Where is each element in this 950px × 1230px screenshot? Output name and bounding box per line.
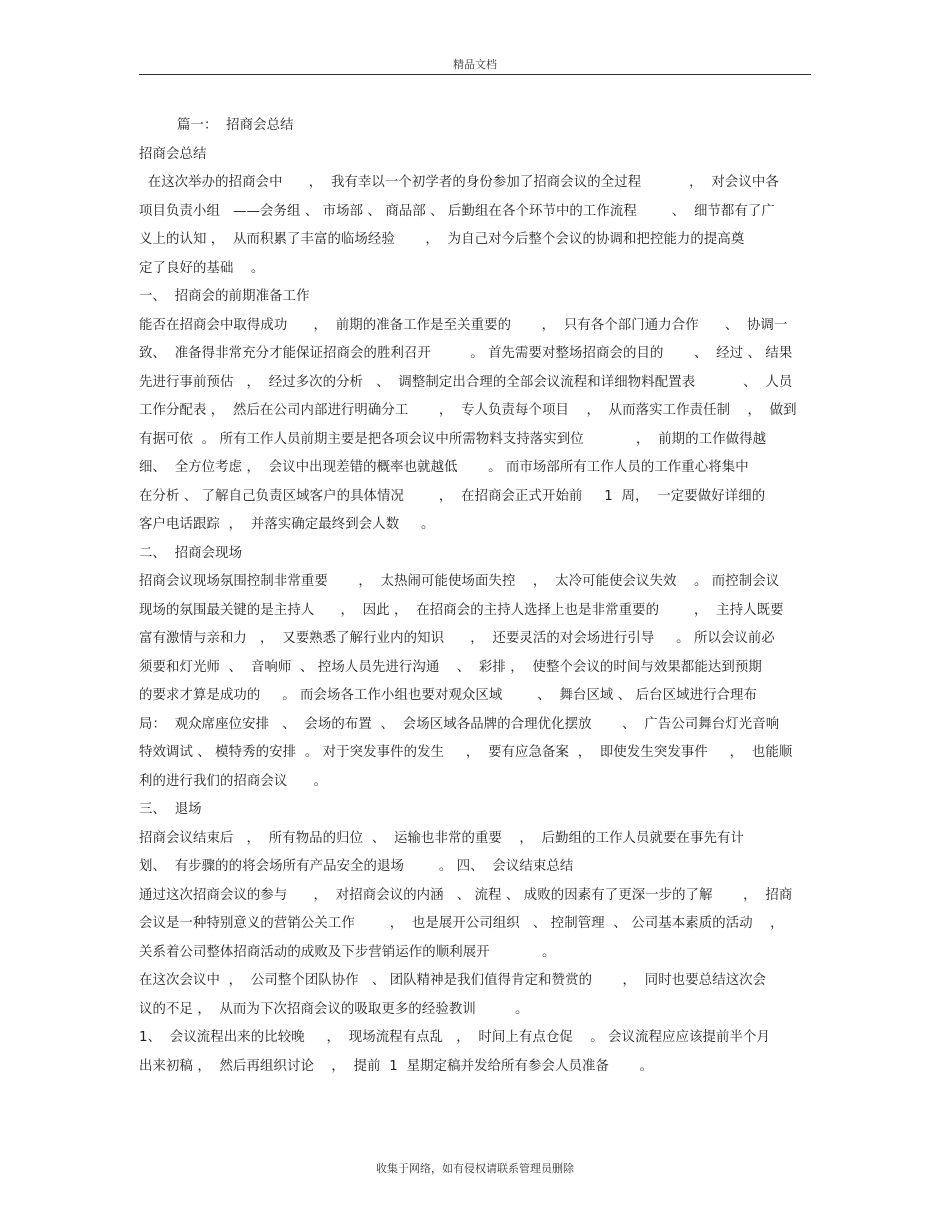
body-line: 关系着公司整体招商活动的成败及下步营销运作的顺利展开 。: [139, 944, 556, 960]
body-line: 的要求才算是成功的 。 而会场各工作小组也要对观众区域 、 舞台区域 、 后台区域进行合理布: [139, 688, 758, 703]
body-line: 富有激情与亲和力 ， 又要熟悉了解行业内的知识 ， 还要灵活的对会场进行引导 。 所以会议前必: [139, 631, 775, 646]
body-line: 致、 准备得非常充分才能保证招商会的胜利召开 。 首先需要对整场招商会的目的 、 经过 、 结果: [139, 346, 793, 361]
body-line: 特效调试 、 模特秀的安排 。 对于突发事件的发生 ， 要有应急备案 ， 即使发生突发事件 ， 也能顺: [139, 745, 793, 760]
body-line: 定了良好的基础 。: [139, 260, 265, 276]
subtitle: 招商会总结: [139, 146, 207, 162]
body-line: 在这次会议中 ， 公司整个团队协作 、 团队精神是我们值得肯定和赞赏的 ， 同时也要总结这次会: [139, 973, 767, 988]
body-line: 须要和灯光师 、 音响师 、 控场人员先进行沟通 、 彩排 ， 使整个会议的时间与效果都能达到预期: [139, 659, 762, 675]
body-line: 招商会议现场氛围控制非常重要 ， 太热闹可能使场面失控 ， 太冷可能使会议失效 。 而控制会议: [139, 574, 780, 589]
body-line: 工作分配表 ， 然后在公司内部进行明确分工 ， 专人负责每个项目 ， 从而落实工作责任制 ， 做到: [139, 403, 797, 418]
body-line: 现场的氛围最关键的是主持人 ， 因此 ， 在招商会的主持人选择上也是非常重要的 ， 主持人既要: [139, 602, 784, 618]
header-divider: [139, 74, 811, 75]
document-body: [139, 112, 811, 1081]
section-heading: 二、 招商会现场: [139, 545, 243, 561]
body-line: 会议是一种特别意义的营销公关工作 ， 也是展开公司组织 、 控制管理 、 公司基本素质的活动 ，: [139, 916, 784, 931]
body-line: 划、 有步骤的的将会场所有产品安全的退场 。 四、 会议结束总结: [139, 859, 574, 874]
body-line: 在这次举办的招商会中 ， 我有幸以一个初学者的身份参加了招商会议的全过程 ， 对会议中各: [139, 175, 779, 190]
page-footer: 收集于网络，如有侵权请联系管理员删除: [376, 1162, 574, 1175]
body-line: 招商会议结束后 ， 所有物品的归位 、 运输也非常的重要 ， 后勤组的工作人员就要在事先有计: [139, 830, 744, 846]
body-line: 客户电话跟踪 ， 并落实确定最终到会人数 。: [139, 517, 435, 532]
body-line: 利的进行我们的招商会议 。: [139, 773, 328, 789]
body-line: 在分析 、 了解自己负责区域客户的具体情况 ， 在招商会正式开始前 1 周， 一定要做好详细的: [139, 488, 766, 504]
body-line: 出来初稿 ， 然后再组织讨论 ， 提前 1 星期定稿并发给所有参会人员准备 。: [139, 1058, 653, 1074]
body-line: 通过这次招商会议的参与 ， 对招商会议的内涵 、 流程 、 成败的因素有了更深一步的了解 ， 招商: [139, 887, 793, 903]
body-line: 议的不足 ， 从而为下次招商会议的吸取更多的经验教训 。: [139, 1001, 529, 1017]
body-line: 细、 全方位考虑 ， 会议中出现差错的概率也就越低 。 而市场部所有工作人员的工作重心将集中: [139, 460, 749, 475]
header-text: 精品文档: [453, 58, 497, 71]
body-line: 局： 观众席座位安排 、 会场的布置 、 会场区域各品牌的合理优化摆放 、 广告公司舞台灯光音响: [139, 716, 780, 732]
article-title: 篇一： 招商会总结: [177, 118, 294, 133]
body-line: 义上的认知 ， 从而积累了丰富的临场经验 ， 为自己对今后整个会议的协调和把控能力的提高奠: [139, 232, 745, 247]
body-line: 项目负责小组 ——会务组 、 市场部 、 商品部 、 后勤组在各个环节中的工作流程 、 细节都有了广: [139, 203, 775, 219]
body-line: 有据可依 。 所有工作人员前期主要是把各项会议中所需物料支持落实到位 ， 前期的工作做得越: [139, 431, 767, 447]
section-heading: 三、 退场: [139, 802, 202, 817]
body-line: 先进行事前预估 ， 经过多次的分析 、 调整制定出合理的全部会议流程和详细物料配置表 、 人员: [139, 374, 793, 390]
section-heading: 一、 招商会的前期准备工作: [139, 289, 310, 304]
body-line: 能否在招商会中取得成功 ， 前期的准备工作是至关重要的 ， 只有各个部门通力合作 、 协调一: [139, 317, 788, 333]
body-line: 1、 会议流程出来的比较晚 ， 现场流程有点乱 ， 时间上有点仓促 。 会议流程应应该提前半个月: [139, 1030, 771, 1045]
